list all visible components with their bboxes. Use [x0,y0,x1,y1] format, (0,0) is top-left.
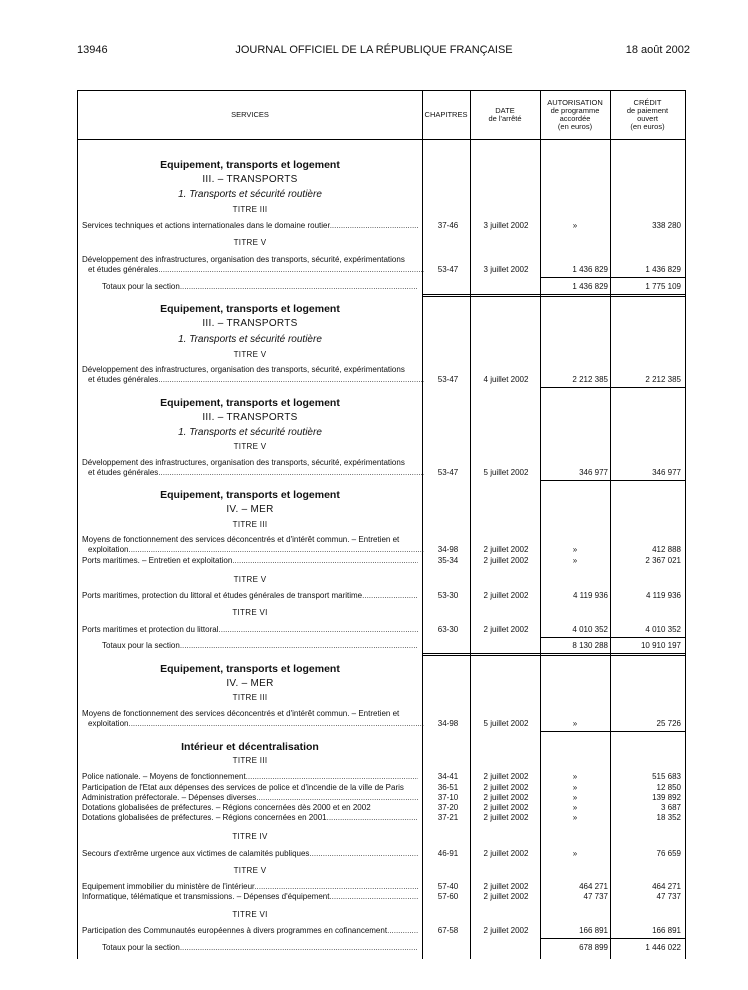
row-label: Participation de l'Etat aux dépenses des services de police et d'incendie de la ville de Paris [82,783,404,792]
row-date: 3 juillet 2002 [483,265,529,274]
row-credit: 18 352 [656,813,681,822]
row-autorisation: » [572,556,578,565]
page-number: 13946 [77,44,108,56]
table-header [78,91,685,140]
titre-heading: TITRE V [233,575,267,584]
row-credit: 464 271 [652,882,681,891]
row-label: Ports maritimes. – Entretien et exploitation ..... [82,556,418,566]
row-date: 5 juillet 2002 [483,468,529,477]
section-subtitle: III. – TRANSPORTS [202,318,298,329]
row-credit: 1 436 829 [645,265,681,274]
journal-title: JOURNAL OFFICIEL DE LA RÉPUBLIQUE FRANÇAISE [235,44,513,56]
row-chapitre: 53-30 [437,591,459,600]
row-label: Participation des Communautés européennes à divers programmes en cofinancement ..... [82,926,418,936]
row-chapitre: 37-10 [437,793,459,802]
row-chapitre: 36-51 [437,783,459,792]
titre-heading: TITRE V [233,866,267,875]
section-programme: 1. Transports et sécurité routière [178,427,322,438]
row-label-cont: et études générales ..... [88,265,424,275]
row-credit: 76 659 [656,849,681,858]
section-programme: 1. Transports et sécurité routière [178,189,322,200]
row-chapitre: 57-40 [437,882,459,891]
total-autorisation: 1 436 829 [572,282,608,291]
column-divider [540,91,541,959]
row-label: Dotations globalisées de préfectures. – Régions concernées dès 2000 et en 2002 [82,803,371,812]
row-chapitre: 63-30 [437,625,459,634]
row-autorisation: 464 271 [579,882,608,891]
total-autorisation: 8 130 288 [572,641,608,650]
section-title: Intérieur et décentralisation [181,741,319,753]
titre-heading: TITRE III [232,693,268,702]
row-chapitre: 35-34 [437,556,459,565]
row-credit: 47 737 [656,892,681,901]
row-label: Développement des infrastructures, organisation des transports, sécurité, expérimentations [82,458,405,467]
col-autorisation: AUTORISATION de programme accordée (en euros) [547,98,603,131]
titre-heading: TITRE III [232,756,268,765]
total-label: Totaux pour la section ..... [102,943,418,953]
section-subtitle: IV. – MER [226,678,274,689]
row-label: Secours d'extrême urgence aux victimes de calamités publiques ..... [82,849,418,859]
row-label: Services techniques et actions internationales dans le domaine routier ..... [82,221,418,231]
row-label: Moyens de fonctionnement des services déconcentrés et d'intérêt commun. – Entretien et [82,535,400,544]
row-autorisation: 1 436 829 [572,265,608,274]
row-label: Police nationale. – Moyens de fonctionnement ..... [82,772,418,782]
row-date: 2 juillet 2002 [483,803,529,812]
row-autorisation: 47 737 [583,892,608,901]
row-chapitre: 53-47 [437,265,459,274]
titre-heading: TITRE V [233,238,267,247]
titre-heading: TITRE III [232,520,268,529]
row-date: 3 juillet 2002 [483,221,529,230]
row-label: Développement des infrastructures, organisation des transports, sécurité, expérimentations [82,365,405,374]
column-divider [422,91,423,959]
row-credit: 2 212 385 [645,375,681,384]
row-autorisation: » [572,793,578,802]
row-autorisation: » [572,719,578,728]
section-subtitle: III. – TRANSPORTS [202,174,298,185]
row-label: Equipement immobilier du ministère de l'intérieur ..... [82,882,418,892]
allocation-table [77,90,686,959]
row-autorisation: 2 212 385 [572,375,608,384]
titre-heading: TITRE VI [232,608,268,617]
row-date: 2 juillet 2002 [483,625,529,634]
row-date: 2 juillet 2002 [483,591,529,600]
titre-heading: TITRE V [233,350,267,359]
row-autorisation: 4 119 936 [573,591,608,600]
row-chapitre: 67-58 [437,926,459,935]
row-autorisation: » [572,783,578,792]
row-chapitre: 57-60 [437,892,459,901]
row-label: Informatique, télématique et transmissions. – Dépenses d'équipement ..... [82,892,418,902]
column-divider [470,91,471,959]
row-label: Dotations globalisées de préfectures. – Régions concernées en 2001 ..... [82,813,418,823]
row-autorisation: » [572,221,578,230]
row-chapitre: 53-47 [437,375,459,384]
row-chapitre: 37-21 [437,813,459,822]
total-credit: 10 910 197 [640,641,681,650]
section-subtitle: IV. – MER [226,504,274,515]
row-chapitre: 34-41 [437,772,459,781]
row-date: 2 juillet 2002 [483,793,529,802]
row-date: 2 juillet 2002 [483,556,529,565]
row-date: 2 juillet 2002 [483,892,529,901]
row-credit: 25 726 [656,719,681,728]
row-date: 2 juillet 2002 [483,926,529,935]
row-credit: 515 683 [652,772,681,781]
row-label: Administration préfectorale. – Dépenses diverses ..... [82,793,418,803]
row-credit: 12 850 [656,783,681,792]
row-autorisation: » [572,849,578,858]
titre-heading: TITRE V [233,442,267,451]
row-chapitre: 34-98 [437,719,459,728]
row-credit: 4 010 352 [645,625,681,634]
row-date: 4 juillet 2002 [483,375,529,384]
row-autorisation: » [572,545,578,554]
total-credit: 1 775 109 [645,282,681,291]
row-credit: 166 891 [652,926,681,935]
row-label: Ports maritimes, protection du littoral et études générales de transport maritime ..... [82,591,418,601]
total-label: Totaux pour la section ..... [102,282,418,292]
row-date: 2 juillet 2002 [483,772,529,781]
titre-heading: TITRE IV [232,832,268,841]
row-credit: 412 888 [652,545,681,554]
row-label-cont: et études générales ..... [88,375,424,385]
section-title: Equipement, transports et logement [160,159,340,171]
total-credit: 1 446 022 [645,943,681,952]
col-date: DATE de l'arrêté [488,106,522,123]
titre-heading: TITRE III [232,205,268,214]
row-autorisation: 346 977 [579,468,608,477]
section-title: Equipement, transports et logement [160,303,340,315]
row-date: 2 juillet 2002 [483,813,529,822]
row-chapitre: 37-20 [437,803,459,812]
row-label: Développement des infrastructures, organisation des transports, sécurité, expérimentations [82,255,405,264]
col-credit: CRÉDIT de paiement ouvert (en euros) [626,98,669,131]
row-date: 2 juillet 2002 [483,849,529,858]
row-label: Ports maritimes et protection du littoral ..... [82,625,418,635]
total-label: Totaux pour la section ..... [102,641,418,651]
col-services: SERVICES [231,110,269,119]
titre-heading: TITRE VI [232,910,268,919]
row-autorisation: » [572,803,578,812]
row-credit: 139 892 [652,793,681,802]
total-autorisation: 678 899 [579,943,608,952]
row-label-cont: exploitation ..... [88,545,424,555]
row-date: 2 juillet 2002 [483,545,529,554]
row-autorisation: » [572,772,578,781]
row-date: 5 juillet 2002 [483,719,529,728]
issue-date: 18 août 2002 [625,44,690,56]
section-programme: 1. Transports et sécurité routière [178,334,322,345]
row-date: 2 juillet 2002 [483,882,529,891]
row-chapitre: 37-46 [437,221,459,230]
section-title: Equipement, transports et logement [160,397,340,409]
row-label: Moyens de fonctionnement des services déconcentrés et d'intérêt commun. – Entretien et [82,709,400,718]
section-title: Equipement, transports et logement [160,663,340,675]
row-autorisation: 166 891 [579,926,608,935]
row-credit: 2 367 021 [645,556,681,565]
row-credit: 346 977 [652,468,681,477]
row-date: 2 juillet 2002 [483,783,529,792]
section-subtitle: III. – TRANSPORTS [202,412,298,423]
row-autorisation: » [572,813,578,822]
row-autorisation: 4 010 352 [572,625,608,634]
row-chapitre: 46-91 [437,849,459,858]
col-chapitres: CHAPITRES [424,110,468,119]
row-chapitre: 34-98 [437,545,459,554]
section-title: Equipement, transports et logement [160,489,340,501]
row-label-cont: exploitation ..... [88,719,424,729]
row-chapitre: 53-47 [437,468,459,477]
row-credit: 3 687 [660,803,681,812]
row-credit: 4 119 936 [646,591,681,600]
row-label-cont: et études générales ..... [88,468,424,478]
row-credit: 338 280 [652,221,681,230]
